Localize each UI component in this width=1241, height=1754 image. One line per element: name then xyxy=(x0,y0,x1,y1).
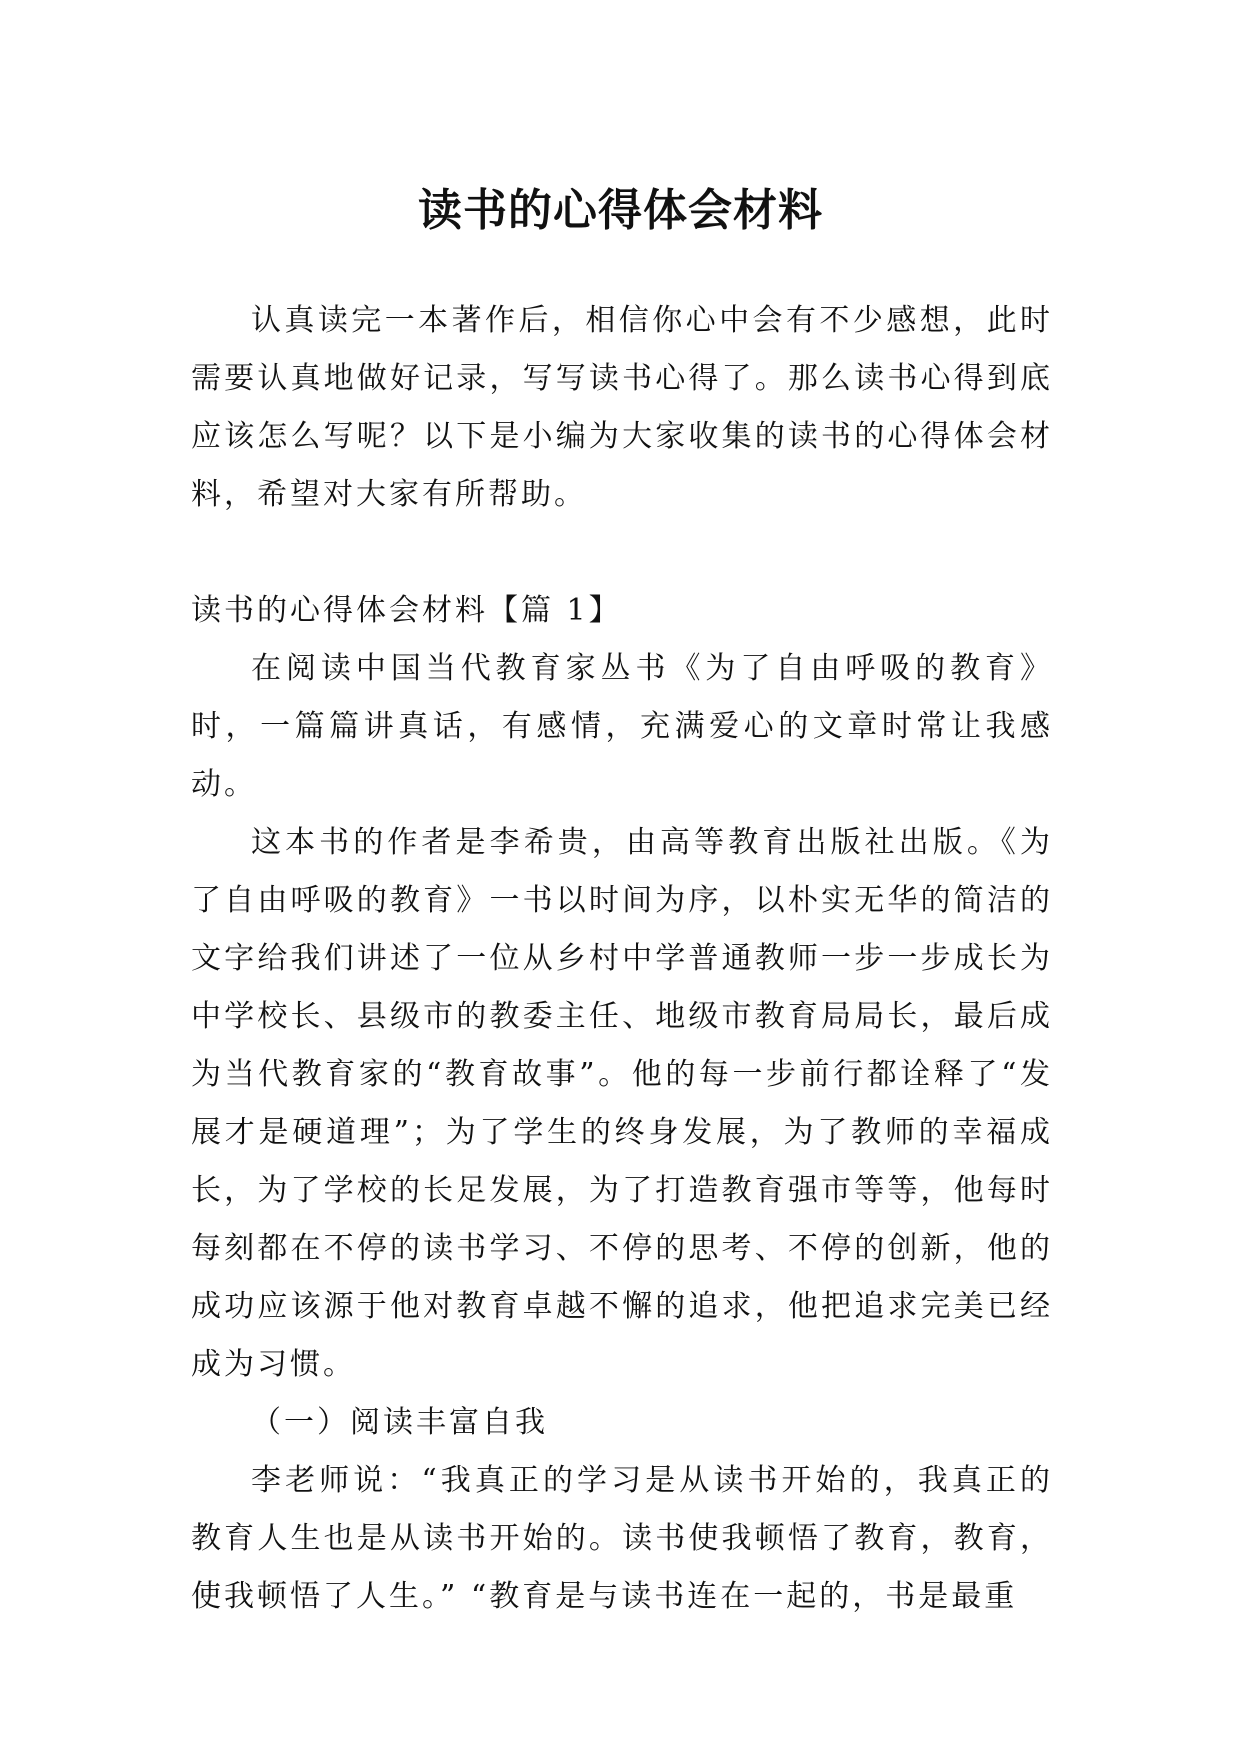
body-paragraph: 在阅读中国当代教育家丛书《为了自由呼吸的教育》时，一篇篇讲真话，有感情，充满爱心的文章时常让我感动。 xyxy=(191,651,1053,802)
document-body xyxy=(191,292,1053,1626)
closing-paragraph: 李老师说：“我真正的学习是从读书开始的，我真正的教育人生也是从读书开始的。读书使我顿悟了教育，教育，使我顿悟了人生。” “教育是与读书连在一起的，书是最重 xyxy=(191,1463,1053,1614)
intro-paragraph: 认真读完一本著作后，相信你心中会有不少感想，此时需要认真地做好记录，写写读书心得了。那么读书心得到底应该怎么写呢？以下是小编为大家收集的读书的心得体会材料，希望对大家有所帮助。 xyxy=(191,303,1053,512)
body-paragraph: 这本书的作者是李希贵，由高等教育出版社出版。《为了自由呼吸的教育》一书以时间为序，以朴实无华的简洁的文字给我们讲述了一位从乡村中学普通教师一步一步成长为中学校长、县级市的教委主任、地级市教育局局长，最后成为当代教育家的“教育故事”。他的每一步前行都诠释了“发展才是硬道理”；为了学生的终身发展，为了教师的幸福成长，为了学校的长足发展，为了打造教育强市等等，他每时每刻都在不停的读书学习、不停的思考、不停的创新，他的成功应该源于他对教育卓越不懈的追求，他把追求完美已经成为习惯。 xyxy=(191,825,1053,1382)
section-heading: 读书的心得体会材料【篇 1】 xyxy=(191,593,622,628)
document-title: 读书的心得体会材料 xyxy=(418,185,823,237)
subheading: （一）阅读丰富自我 xyxy=(251,1405,548,1440)
